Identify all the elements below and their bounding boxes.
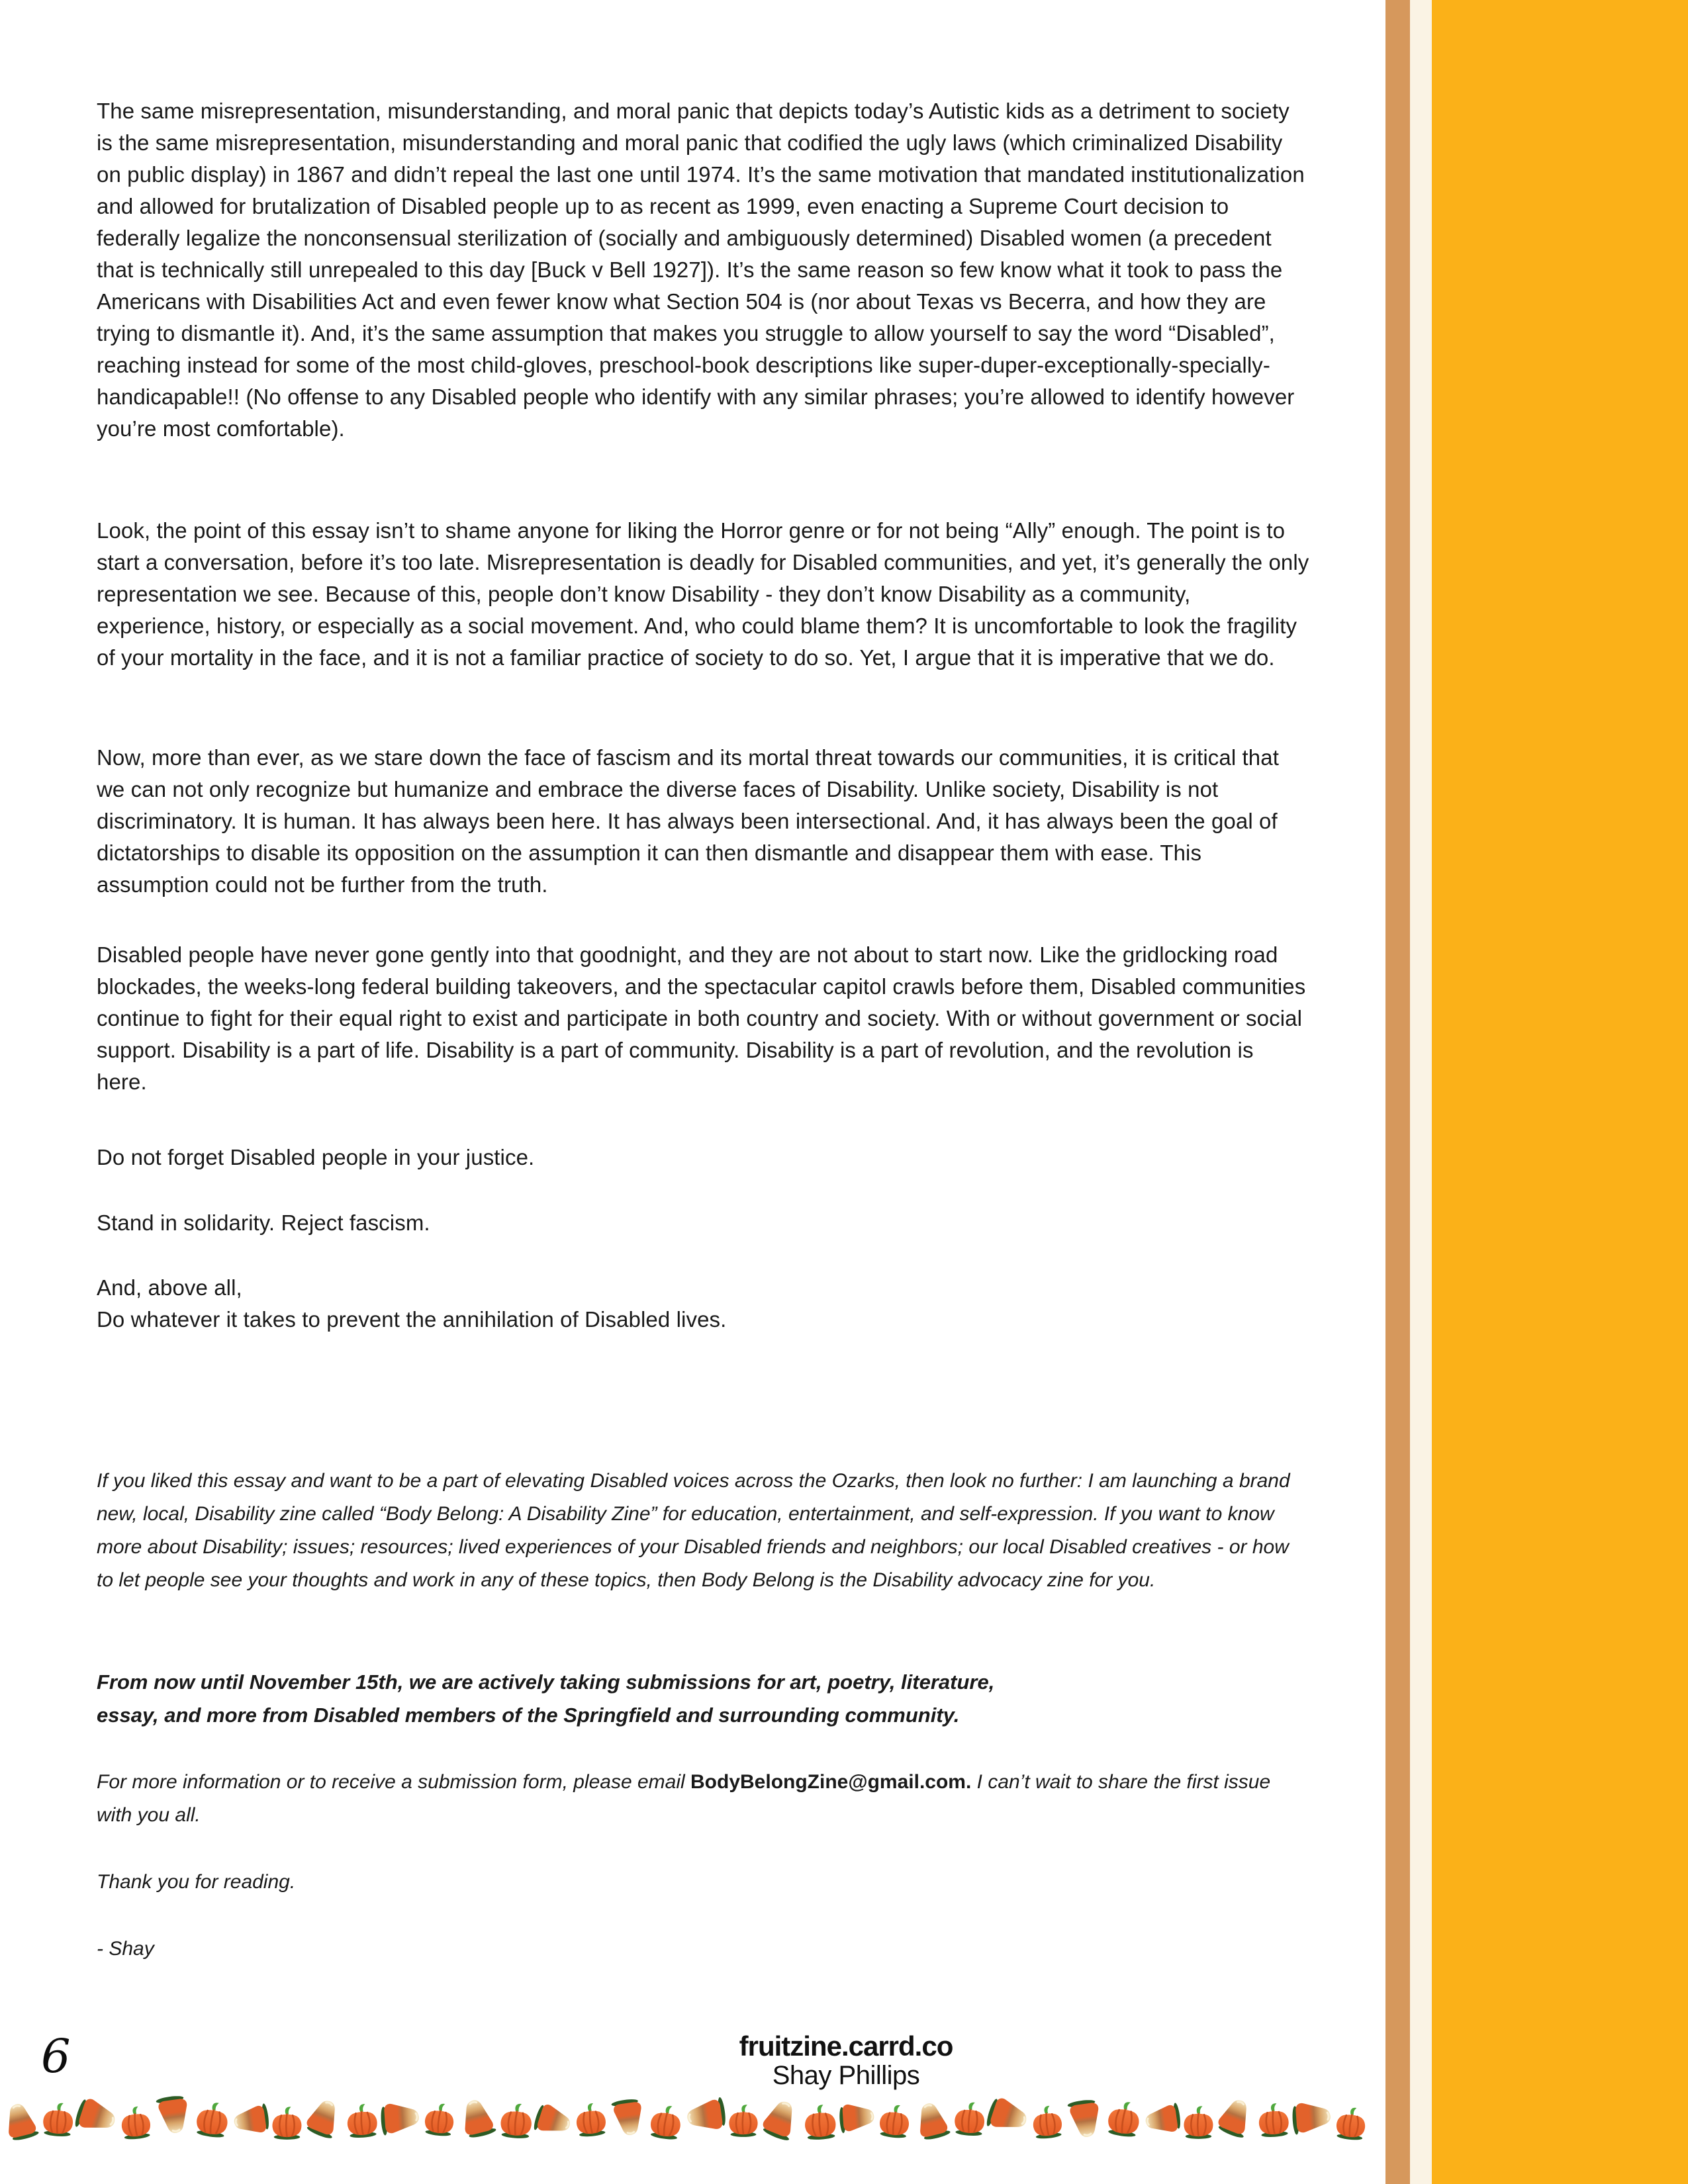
sidebar-orange-panel [1432,0,1688,2184]
sidebar-stripe-cream [1410,0,1432,2184]
essay-body [97,0,1309,2184]
essay-paragraph-solidarity: Stand in solidarity. Reject fascism. [97,1210,430,1235]
candy-corn-icon [1139,2097,1184,2141]
page-number: 6 [41,2029,71,2083]
candy-corn-icon [228,2097,273,2141]
sidebar-stripe-brown [1385,0,1410,2184]
candy-corn-icon [837,2097,879,2139]
candy-corn-icon [605,2095,651,2141]
submissions-line2: essay, and more from Disabled members of the Springfield and surrounding community. [97,1704,960,1727]
fruit-border [0,2093,1385,2141]
candy-corn-icon [981,2093,1036,2141]
essay-paragraph-3: Now, more than ever, as we stare down the face of fascism and its mortal threat towards our communities, it is critical that we can not only recognize but humanize and embrace the diverse faces of Disability. Unlike society, Disability is not discriminatory. It is human. It has always been here. It has always been intersectional. And, it has always been the goal of dictatorships to disable its opposition on the assumption it can then dismantle and disappear them with ease. This assumption could not be further from the truth. [97,745,1279,897]
essay-paragraph-2: Look, the point of this essay isn’t to shame anyone for liking the Horror genre or for not being “Ally” enough. The point is to start a conversation, before it’s too late. Misrepresentation is deadly for Disabled communities, and yet, it’s generally the only representation we see. Because of this, people don’t know Disability - they don’t know Disability as a community, experience, history, or especially as a social movement. And, who could blame them? It is uncomfortable to look the fragility of your mortality in the face, and it is not a familiar practice of society to do so. Yet, I argue that it is imperative that we do. [97,518,1309,670]
outro-submissions-callout [97,1666,1309,1732]
essay-above-all-line1: And, above all, [97,1275,242,1300]
outro-contact [97,1766,1309,1832]
contact-suffix: I can’t wait to share the first issue with you all. [97,1771,1271,1826]
pumpkin-icon [1254,2100,1293,2140]
footer-site-url: fruitzine.carrd.co [739,2030,953,2062]
candy-corn-icon [680,2093,730,2140]
outro-zine-pitch: If you liked this essay and want to be a part of elevating Disabled voices across the Ozarks, then look no further: I am launching a brand new, local, Disability zine called “Body Belong: A Disability Zine” for education, entertainment, and self-expression. If you want to know more about Disability; issues; resources; lived experiences of your Disabled friends and neighbors; our local Disabled creatives - or how to let people see your thoughts and work in any of these topics, then Body Belong is the Disability advocacy zine for you. [97,1470,1290,1591]
outro-signature: - Shay [97,1938,154,1960]
candy-corn-icon [378,2095,424,2141]
contact-prefix: For more information or to receive a submission form, please email [97,1771,691,1793]
pumpkin-icon [950,2099,990,2138]
pumpkin-icon [1331,2103,1370,2141]
pumpkin-icon [571,2099,610,2139]
essay-paragraph-4: Disabled people have never gone gently into that goodnight, and they are not about to start now. Like the gridlocking road blockades, the weeks-long federal building takeovers, and the spectacular capitol crawls before them, Disabled communities continue to fight for their equal right to exist and participate in both country and society. With or without government or social support. Disability is a part of life. Disability is a part of community. Disability is a part of revolution, and the revolution is here. [97,942,1306,1094]
candy-corn-icon [451,2093,503,2141]
pumpkin-icon [800,2101,841,2141]
page-footer [739,2032,953,2090]
email-address: BodyBelongZine@gmail.com. [690,1771,972,1793]
footer-author: Shay Phillips [772,2061,920,2090]
candy-corn-icon [1289,2095,1336,2141]
pumpkin-icon [726,2103,761,2138]
pumpkin-icon [645,2101,686,2141]
pumpkin-icon [1027,2102,1066,2141]
essay-paragraph-above-all [97,1272,1309,1336]
essay-paragraph-justice: Do not forget Disabled people in your justice. [97,1145,535,1169]
submissions-line1: From now until November 15th, we are actively taking submissions for art, poetry, literature, [97,1670,995,1694]
essay-above-all-line2: Do whatever it takes to prevent the annihilation of Disabled lives. [97,1307,727,1332]
pumpkin-icon [116,2103,155,2141]
pumpkin-icon [38,2099,78,2139]
pumpkin-icon [342,2101,382,2140]
pumpkin-icon [496,2100,537,2141]
candy-corn-icon [150,2093,197,2140]
outro-thanks: Thank you for reading. [97,1871,296,1893]
essay-paragraph-1: The same misrepresentation, misunderstanding, and moral panic that depicts today’s Autistic kids as a detriment to society is the same misrepresentation, misunderstanding and moral panic that codified the ugly laws (which criminalized Disability on public display) in 1867 and didn’t repeal the last one until 1974. It’s the same motivation that mandated institutionalization and allowed for brutalization of Disabled people up to as recent as 1999, even enacting a Supreme Court decision to federally legalize the nonconsensual sterilization of (socially and ambiguously determined) Disabled women (a precedent that is technically still unrepealed to this day [Buck v Bell 1927]). It’s the same reason so few know what it took to pass the Americans with Disabilities Act and even fewer know what Section 504 is (nor about Texas vs Becerra, and how they are trying to dismantle it). And, it’s the same assumption that makes you struggle to allow yourself to say the word “Disabled”, reaching instead for some of the most child-gloves, preschool-book descriptions like super-duper-exceptionally-specially-handicapable!! (No offense to any Disabled people who identify with any similar phrases; you’re allowed to identify however you’re most comfortable). [97,99,1305,441]
